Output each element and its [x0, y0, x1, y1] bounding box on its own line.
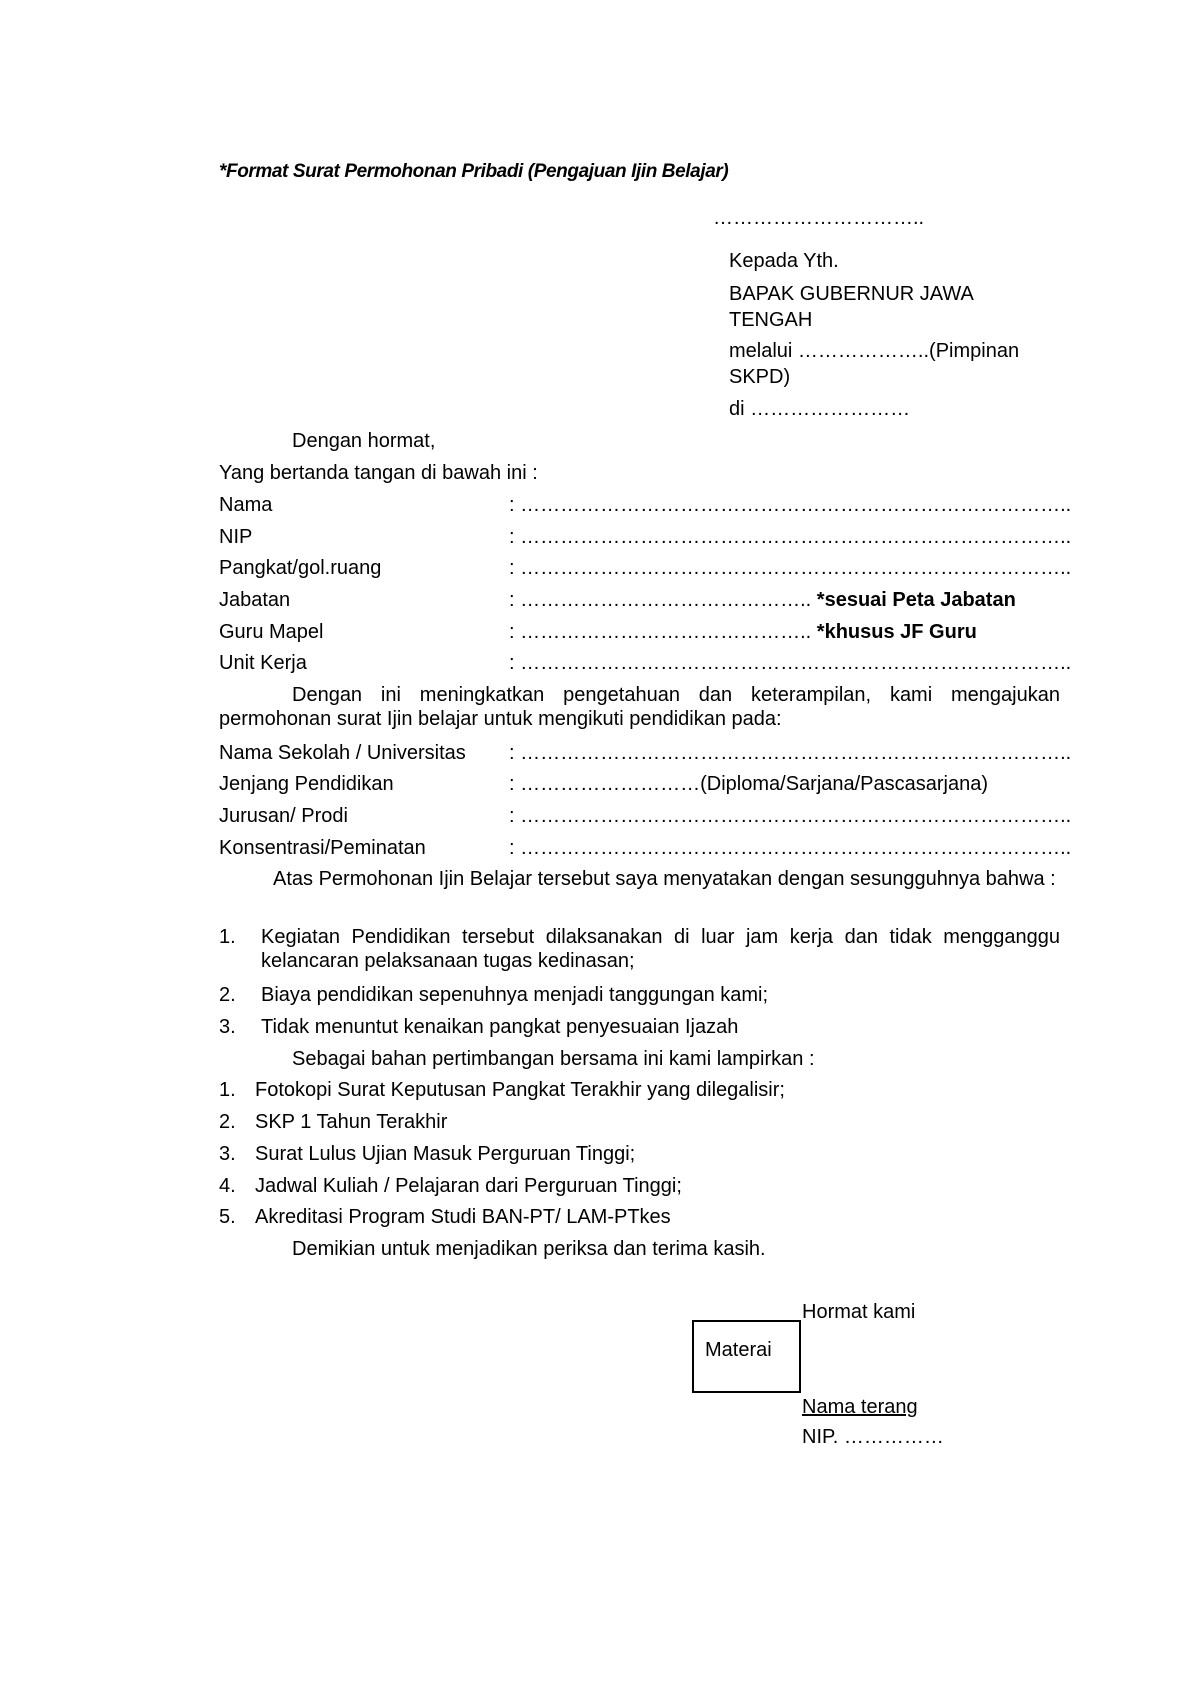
- statement-text-1: Kegiatan Pendidikan tersebut dilaksanakan di luar jam kerja dan tidak mengganggu kelancaran pelaksanaan tugas kedinasan;: [261, 926, 1060, 972]
- field-value-nama: : ………………………………………………………………………..: [509, 494, 1072, 516]
- field-label-pangkat: Pangkat/gol.ruang: [219, 557, 382, 579]
- edu-label-sekolah: Nama Sekolah / Universitas: [219, 742, 466, 764]
- recipient-location: di ……………………: [729, 398, 911, 420]
- signature-name: Nama terang: [802, 1396, 918, 1418]
- attachment-text-5: Akreditasi Program Studi BAN-PT/ LAM-PTkes: [255, 1206, 671, 1228]
- statement-text-2: Biaya pendidikan sepenuhnya menjadi tanggungan kami;: [261, 984, 769, 1006]
- recipient-via: melalui ………………..(Pimpinan SKPD): [729, 340, 1020, 388]
- signature-nip: NIP. ……………: [802, 1426, 944, 1448]
- closing-text: Demikian untuk menjadikan periksa dan terima kasih.: [292, 1238, 766, 1260]
- attachment-text-2: SKP 1 Tahun Terakhir: [255, 1111, 448, 1133]
- place-date: …………………………..: [713, 207, 925, 229]
- materai-stamp-box: [692, 1320, 801, 1393]
- field-label-guru-mapel: Guru Mapel: [219, 621, 324, 643]
- attachment-text-1: Fotokopi Surat Keputusan Pangkat Terakhir yang dilegalisir;: [255, 1079, 785, 1101]
- field-value-guru-mapel-dots: : ……………………………………..: [509, 621, 812, 643]
- recipient-to: Kepada Yth.: [729, 250, 839, 272]
- attachment-number-1: 1.: [219, 1079, 236, 1101]
- field-note-jabatan: *sesuai Peta Jabatan: [811, 589, 1016, 611]
- field-value-unit-kerja: : ………………………………………………………………………..: [509, 652, 1072, 674]
- statement-number-1: 1.: [219, 926, 236, 948]
- field-value-jabatan: [509, 588, 1016, 612]
- recipient-name: BAPAK GUBERNUR JAWA TENGAH: [729, 283, 973, 331]
- edu-value-jenjang: : ………………………(Diploma/Sarjana/Pascasarjana): [509, 773, 989, 795]
- intro-text: Yang bertanda tangan di bawah ini :: [219, 462, 538, 484]
- statement-paragraph: Atas Permohonan Ijin Belajar tersebut saya menyatakan dengan sesungguhnya bahwa :: [273, 868, 1056, 890]
- field-label-unit-kerja: Unit Kerja: [219, 652, 307, 674]
- attachment-number-5: 5.: [219, 1206, 236, 1228]
- attachment-number-3: 3.: [219, 1143, 236, 1165]
- attachment-text-3: Surat Lulus Ujian Masuk Perguruan Tinggi;: [255, 1143, 636, 1165]
- edu-value-konsentrasi: : ………………………………………………………………………..: [509, 837, 1072, 859]
- field-value-nip: : ………………………………………………………………………..: [509, 526, 1072, 548]
- edu-label-konsentrasi: Konsentrasi/Peminatan: [219, 837, 426, 859]
- edu-value-jurusan: : ………………………………………………………………………..: [509, 805, 1072, 827]
- attachment-text-4: Jadwal Kuliah / Pelajaran dari Perguruan Tinggi;: [255, 1175, 682, 1197]
- materai-label: Materai: [705, 1339, 772, 1361]
- field-label-jabatan: Jabatan: [219, 589, 291, 611]
- statement-text-3: Tidak menuntut kenaikan pangkat penyesuaian Ijazah: [261, 1016, 739, 1038]
- field-value-jabatan-dots: : ……………………………………..: [509, 589, 812, 611]
- field-value-guru-mapel: [509, 620, 977, 644]
- edu-value-sekolah: : ………………………………………………………………………..: [509, 742, 1072, 764]
- attachment-number-2: 2.: [219, 1111, 236, 1133]
- field-value-pangkat: : ………………………………………………………………………..: [509, 557, 1072, 579]
- field-label-nip: NIP: [219, 526, 253, 548]
- document-title: *Format Surat Permohonan Pribadi (Pengajuan Ijin Belajar): [219, 161, 729, 182]
- field-label-nama: Nama: [219, 494, 273, 516]
- greeting: Dengan hormat,: [292, 430, 436, 452]
- attachment-number-4: 4.: [219, 1175, 236, 1197]
- signature-regards: Hormat kami: [802, 1301, 916, 1323]
- edu-label-jenjang: Jenjang Pendidikan: [219, 773, 394, 795]
- statement-number-3: 3.: [219, 1016, 236, 1038]
- edu-label-jurusan: Jurusan/ Prodi: [219, 805, 348, 827]
- request-paragraph: Dengan ini meningkatkan pengetahuan dan keterampilan, kami mengajukan permohonan surat Ijin belajar untuk mengikuti pendidikan pada:: [219, 684, 1060, 730]
- field-note-guru-mapel: *khusus JF Guru: [811, 621, 977, 643]
- attachment-intro: Sebagai bahan pertimbangan bersama ini kami lampirkan :: [292, 1048, 815, 1070]
- statement-number-2: 2.: [219, 984, 236, 1006]
